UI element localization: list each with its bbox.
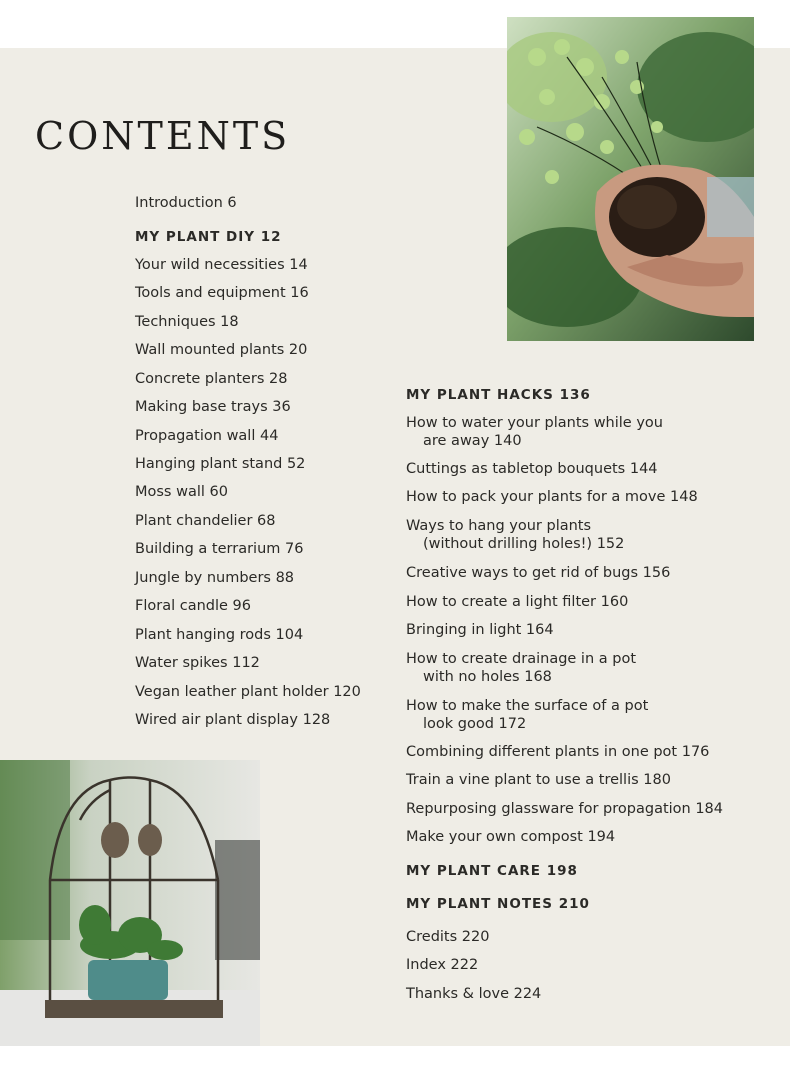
toc-entry bbox=[406, 488, 698, 506]
toc-entry bbox=[135, 626, 303, 644]
toc-entry-text: MY PLANT DIY 12 bbox=[135, 229, 282, 245]
toc-entry-text: MY PLANT NOTES 210 bbox=[406, 896, 590, 912]
toc-entry bbox=[135, 194, 237, 212]
toc-entry bbox=[406, 985, 541, 1003]
contents-title: CONTENTS bbox=[35, 114, 291, 158]
toc-entry-text: Moss wall 60 bbox=[135, 484, 228, 500]
toc-entry-text: Train a vine plant to use a trellis 180 bbox=[406, 772, 671, 788]
toc-entry-text: Concrete planters 28 bbox=[135, 371, 288, 387]
toc-entry bbox=[406, 928, 489, 946]
toc-entry bbox=[135, 569, 294, 587]
toc-entry-text: Wall mounted plants 20 bbox=[135, 342, 308, 358]
toc-entry-text: Water spikes 112 bbox=[135, 655, 260, 671]
toc-entry-text: MY PLANT HACKS 136 bbox=[406, 387, 591, 403]
toc-entry-text: How to create a light filter 160 bbox=[406, 594, 629, 610]
toc-entry bbox=[135, 483, 228, 501]
toc-entry-continuation: with no holes 168 bbox=[423, 669, 552, 685]
toc-entry-text: Credits 220 bbox=[406, 929, 490, 945]
toc-entry bbox=[135, 512, 276, 530]
toc-entry-text: Combining different plants in one pot 176 bbox=[406, 744, 710, 760]
toc-entry-text: How to water your plants while you bbox=[406, 415, 663, 431]
toc-entry-text: Cuttings as tabletop bouquets 144 bbox=[406, 461, 658, 477]
toc-entry-text: Plant hanging rods 104 bbox=[135, 627, 304, 643]
toc-entry-text: Propagation wall 44 bbox=[135, 428, 279, 444]
toc-entry-text: Ways to hang your plants bbox=[406, 518, 592, 534]
fern-rootball-photo bbox=[507, 17, 754, 341]
toc-entry-text: How to create drainage in a pot bbox=[406, 651, 637, 667]
section-heading bbox=[135, 228, 282, 246]
toc-entry bbox=[406, 828, 615, 846]
toc-entry bbox=[135, 341, 307, 359]
toc-entry bbox=[135, 455, 305, 473]
toc-entry-text: Building a terrarium 76 bbox=[135, 541, 304, 557]
toc-entry-text: How to make the surface of a pot bbox=[406, 698, 649, 714]
section-heading bbox=[406, 895, 590, 913]
toc-entry-text: Making base trays 36 bbox=[135, 399, 291, 415]
toc-entry bbox=[135, 654, 260, 672]
toc-entry bbox=[406, 771, 671, 789]
toc-entry bbox=[406, 956, 478, 974]
toc-entry-text: Introduction 6 bbox=[135, 195, 237, 211]
toc-entry-text: Techniques 18 bbox=[135, 314, 239, 330]
toc-entry-text: Floral candle 96 bbox=[135, 598, 251, 614]
toc-entry bbox=[135, 256, 308, 274]
section-heading bbox=[406, 386, 591, 404]
toc-entry-text: How to pack your plants for a move 148 bbox=[406, 489, 698, 505]
toc-entry bbox=[135, 427, 278, 445]
toc-entry-text: Repurposing glassware for propagation 184 bbox=[406, 801, 724, 817]
toc-entry-continuation: (without drilling holes!) 152 bbox=[423, 536, 625, 552]
toc-entry-text: Bringing in light 164 bbox=[406, 622, 554, 638]
toc-entry-continuation: are away 140 bbox=[423, 433, 522, 449]
terrarium-photo bbox=[0, 760, 260, 1046]
toc-entry-text: Creative ways to get rid of bugs 156 bbox=[406, 565, 671, 581]
toc-entry-text: Thanks & love 224 bbox=[406, 986, 542, 1002]
toc-entry-text: Tools and equipment 16 bbox=[135, 285, 309, 301]
toc-entry bbox=[135, 597, 251, 615]
toc-entry bbox=[135, 711, 330, 729]
toc-entry bbox=[406, 593, 628, 611]
toc-entry-text: Wired air plant display 128 bbox=[135, 712, 331, 728]
toc-entry-text: Index 222 bbox=[406, 957, 479, 973]
toc-entry-continuation: look good 172 bbox=[423, 716, 527, 732]
toc-entry bbox=[135, 284, 309, 302]
toc-entry-text: Make your own compost 194 bbox=[406, 829, 616, 845]
toc-entry-text: Jungle by numbers 88 bbox=[135, 570, 295, 586]
toc-entry-text: Your wild necessities 14 bbox=[135, 257, 308, 273]
toc-entry-text: Vegan leather plant holder 120 bbox=[135, 684, 361, 700]
toc-entry-text: Hanging plant stand 52 bbox=[135, 456, 306, 472]
toc-entry bbox=[135, 398, 291, 416]
toc-entry bbox=[406, 564, 670, 582]
toc-entry-text: Plant chandelier 68 bbox=[135, 513, 276, 529]
toc-entry bbox=[135, 370, 287, 388]
toc-entry bbox=[406, 621, 554, 639]
toc-entry bbox=[135, 313, 239, 331]
toc-entry bbox=[406, 743, 709, 761]
toc-entry-text: MY PLANT CARE 198 bbox=[406, 863, 578, 879]
toc-entry bbox=[406, 460, 658, 478]
toc-entry bbox=[406, 414, 663, 450]
toc-entry bbox=[406, 800, 723, 818]
section-heading bbox=[406, 862, 578, 880]
toc-entry bbox=[135, 683, 361, 701]
toc-entry bbox=[406, 517, 624, 553]
toc-entry bbox=[406, 650, 636, 686]
toc-entry bbox=[135, 540, 303, 558]
toc-entry bbox=[406, 697, 648, 733]
